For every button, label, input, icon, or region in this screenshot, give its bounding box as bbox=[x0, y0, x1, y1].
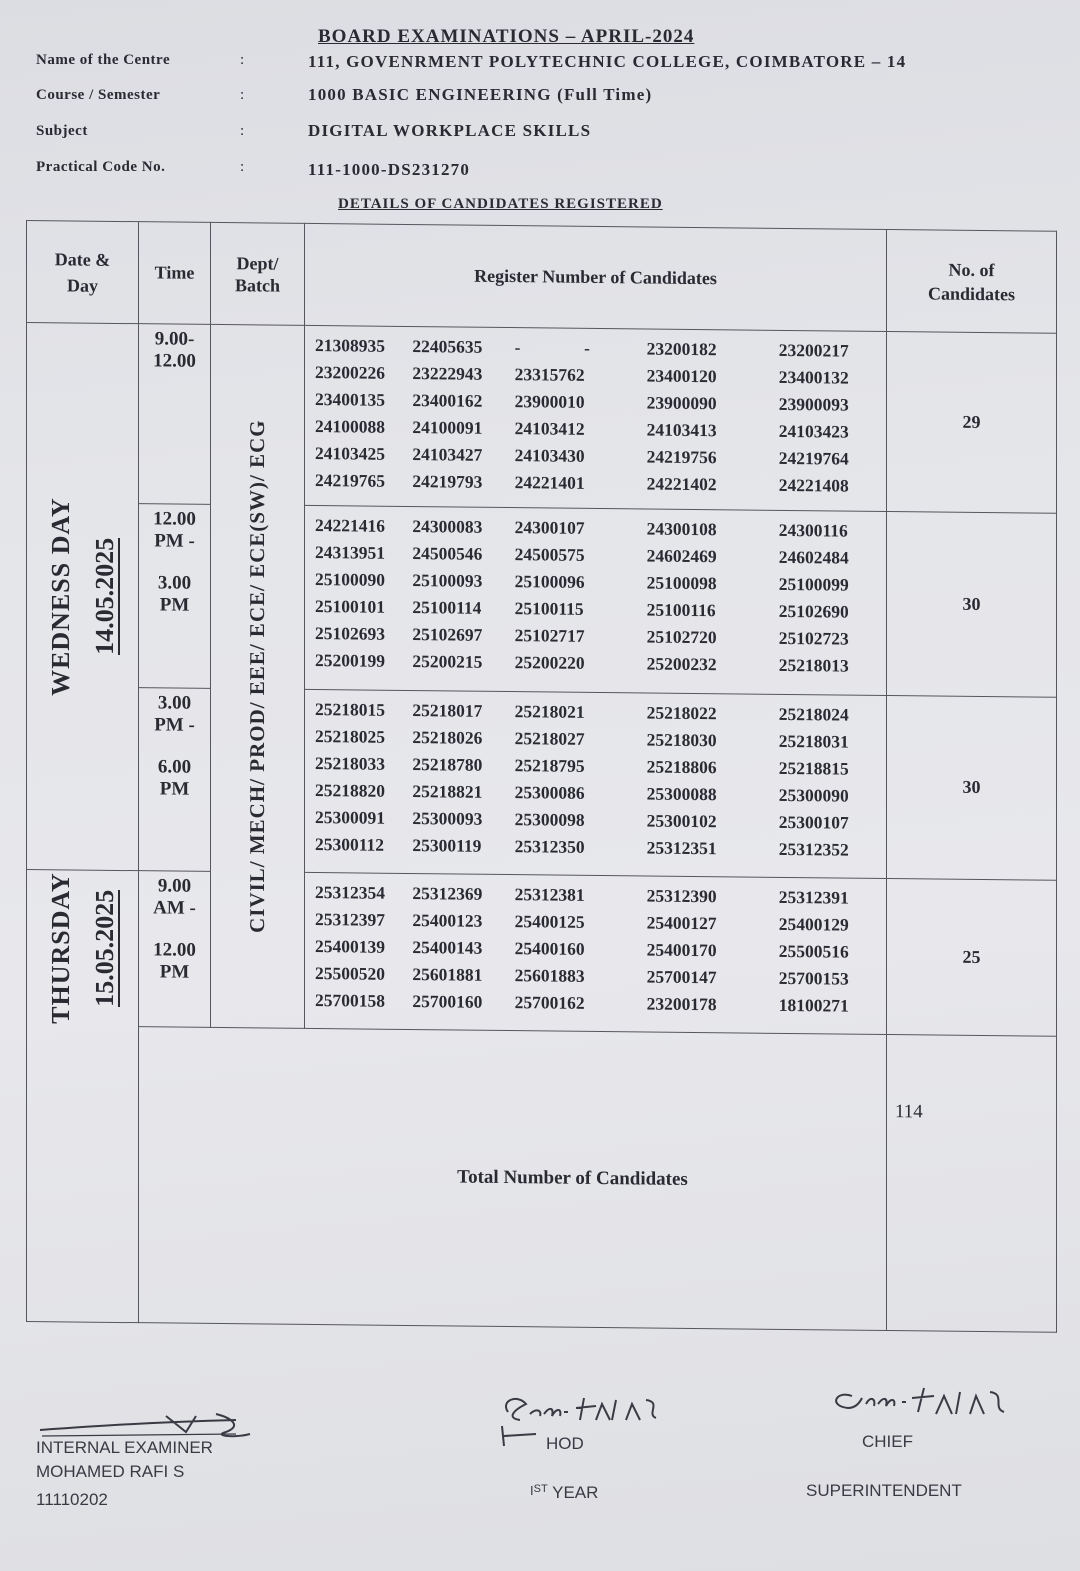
table-row: 25312397 25400123 25400125 25400127 25400129 bbox=[315, 908, 849, 935]
header-colon: : bbox=[240, 159, 245, 175]
session-time: 3.00 PM - 6.00 PM bbox=[139, 688, 211, 871]
register-numbers bbox=[305, 506, 887, 696]
col-header-date: Date & Day bbox=[27, 221, 139, 324]
table-row: 24313951 24500546 24500575 24602469 24602484 bbox=[315, 542, 849, 568]
header-label-centre: Name of the Centre bbox=[36, 52, 171, 68]
day-cell-thursday bbox=[27, 869, 139, 1323]
table-row: 25100090 25100093 25100096 25100098 25100099 bbox=[315, 569, 849, 595]
table-row: 25102693 25102697 25102717 25102720 25102723 bbox=[315, 623, 849, 649]
dept-batch-text: CIVIL/ MECH/ PROD/ EEE/ ECE/ ECE(SW)/ ECG bbox=[245, 419, 269, 934]
table-row: 25500520 25601881 25601883 25700147 25700153 bbox=[315, 962, 849, 989]
table-row: 23200226 23222943 23315762 23400120 23400132 bbox=[315, 362, 849, 388]
total-row bbox=[27, 1025, 1057, 1332]
header-colon: : bbox=[240, 87, 245, 103]
table-row: 25700158 25700160 25700162 23200178 18100271 bbox=[315, 989, 849, 1016]
session-time: 12.00 PM - 3.00 PM bbox=[139, 504, 211, 689]
header-label-code: Practical Code No. bbox=[36, 159, 166, 175]
session-row bbox=[27, 503, 1057, 698]
table-row: 25218025 25218026 25218027 25218030 25218031 bbox=[315, 726, 849, 753]
table-row: 24221416 24300083 24300107 24300108 24300116 bbox=[315, 515, 848, 541]
table-row: 24219765 24219793 24221401 24221402 24221408 bbox=[315, 470, 849, 496]
col-header-dept: Dept/ Batch bbox=[211, 222, 305, 325]
table-row: 25400139 25400143 25400160 25400170 25500516 bbox=[315, 935, 849, 962]
total-label: Total Number of Candidates bbox=[139, 1026, 887, 1330]
table-row: 25312354 25312369 25312381 25312390 25312391 bbox=[315, 881, 849, 908]
col-header-register: Register Number of Candidates bbox=[305, 223, 887, 331]
table-row: 21308935 22405635 - - 23200182 23200217 bbox=[315, 335, 849, 361]
candidate-count: 25 bbox=[887, 878, 1057, 1036]
candidate-count: 29 bbox=[887, 332, 1057, 514]
chief-superintendent-label: SUPERINTENDENT bbox=[806, 1481, 962, 1500]
document-title: BOARD EXAMINATIONS – APRIL-2024 bbox=[318, 26, 695, 47]
header-value-course: 1000 BASIC ENGINEERING (Full Time) bbox=[308, 85, 653, 104]
dept-batch-cell bbox=[211, 325, 305, 1029]
total-value: 114 bbox=[887, 1034, 1057, 1332]
hod-year: $^{IST}$ YEAR bbox=[530, 1483, 599, 1502]
day-date: 14.05.2025 bbox=[89, 537, 119, 656]
table-row: 24103425 24103427 24103430 24219756 24219764 bbox=[315, 443, 849, 469]
table-row: 25218015 25218017 25218021 25218022 25218024 bbox=[315, 699, 849, 726]
header-colon: : bbox=[240, 123, 245, 139]
internal-examiner-name: MOHAMED RAFI S bbox=[36, 1462, 185, 1481]
chief-signature-mark bbox=[826, 1384, 1056, 1428]
session-row bbox=[27, 323, 1057, 514]
internal-examiner-title: INTERNAL EXAMINER bbox=[36, 1438, 213, 1457]
table-row: 25200199 25200215 25200220 25200232 25218013 bbox=[315, 650, 849, 676]
header-label-subject: Subject bbox=[36, 123, 88, 139]
table-row: 25218033 25218780 25218795 25218806 25218815 bbox=[315, 753, 849, 780]
col-header-time: Time bbox=[139, 222, 211, 325]
candidate-count: 30 bbox=[887, 696, 1057, 880]
hod-title: HOD bbox=[546, 1434, 584, 1453]
session-row bbox=[27, 869, 1057, 1036]
session-time: 9.00 AM - 12.00 PM bbox=[139, 870, 211, 1027]
table-row: 25300112 25300119 25312350 25312351 25312352 bbox=[315, 834, 849, 861]
header-colon: : bbox=[240, 52, 245, 68]
chief-title: CHIEF bbox=[862, 1432, 913, 1451]
table-row: 25300091 25300093 25300098 25300102 25300107 bbox=[315, 807, 849, 834]
col-header-count: No. of Candidates bbox=[887, 230, 1057, 334]
register-numbers bbox=[305, 872, 887, 1034]
session-row bbox=[27, 687, 1057, 880]
day-name: WEDNESS DAY bbox=[45, 496, 75, 696]
registration-table bbox=[26, 220, 1057, 1333]
header-value-subject: DIGITAL WORKPLACE SKILLS bbox=[308, 121, 592, 140]
session-time: 9.00- 12.00 bbox=[139, 324, 211, 505]
details-heading: DETAILS OF CANDIDATES REGISTERED bbox=[338, 196, 663, 212]
internal-examiner-id: 11110202 bbox=[36, 1490, 108, 1509]
header-value-centre: 111, GOVENRMENT POLYTECHNIC COLLEGE, COIMBATORE – 14 bbox=[308, 52, 907, 71]
day-date: 15.05.2025 bbox=[89, 889, 119, 1008]
hod-signature-mark bbox=[496, 1390, 716, 1450]
table-row: 24100088 24100091 24103412 24103413 24103423 bbox=[315, 416, 849, 442]
table-row: 25218820 25218821 25300086 25300088 25300090 bbox=[315, 780, 849, 807]
header-value-code: 111-1000-DS231270 bbox=[308, 160, 471, 179]
candidate-count: 30 bbox=[887, 512, 1057, 698]
register-numbers bbox=[305, 325, 887, 511]
header-label-course: Course / Semester bbox=[36, 87, 161, 103]
table-row: 23400135 23400162 23900010 23900090 23900093 bbox=[315, 389, 849, 415]
table-row: 25100101 25100114 25100115 25100116 25102690 bbox=[315, 596, 849, 622]
table-header-row bbox=[27, 221, 1057, 334]
day-cell-wednesday bbox=[27, 323, 139, 871]
register-numbers bbox=[305, 690, 887, 878]
day-name: THURSDAY bbox=[45, 871, 75, 1024]
